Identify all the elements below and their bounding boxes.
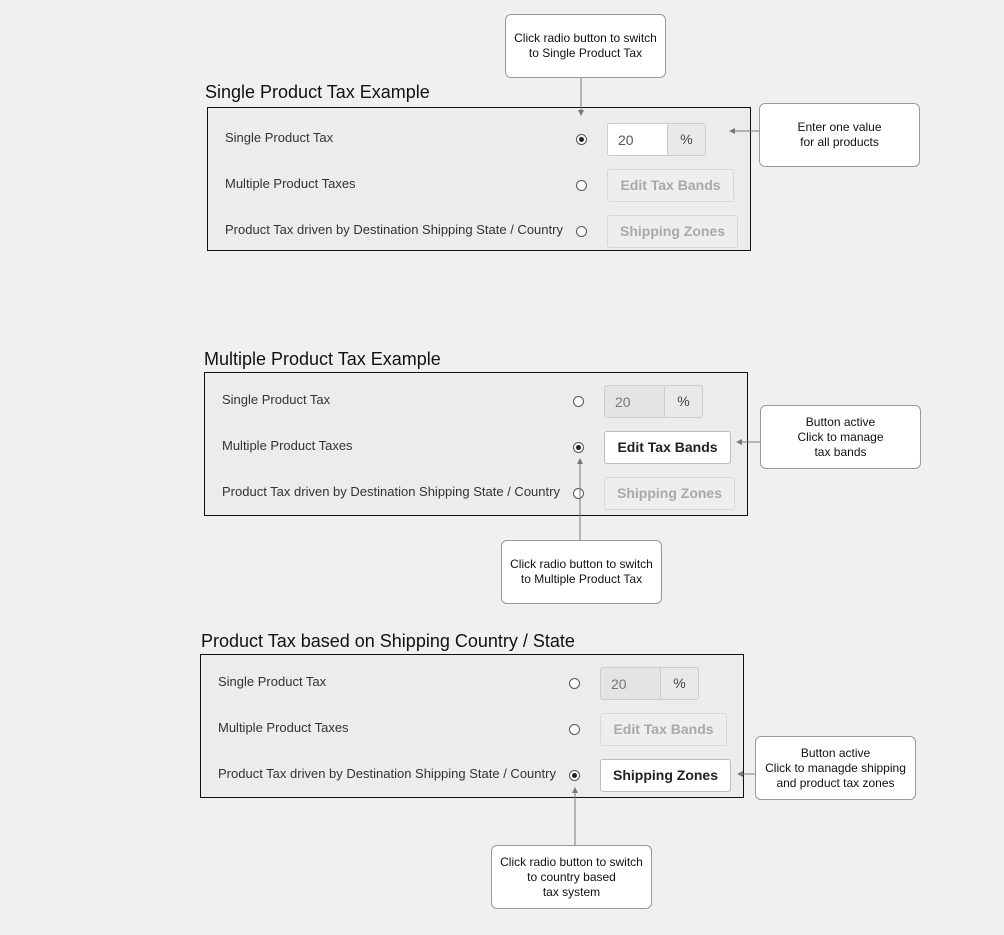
tax-percent-input[interactable] xyxy=(607,123,668,156)
multiple-tax-radio[interactable] xyxy=(576,180,587,191)
multiple-tax-radio[interactable] xyxy=(573,442,584,453)
destination-tax-label: Product Tax driven by Destination Shipping State / Country xyxy=(222,484,560,499)
shipping-zones-button[interactable]: Shipping Zones xyxy=(604,477,735,510)
callout-multiple-radio: Click radio button to switch to Multiple Product Tax xyxy=(501,540,662,604)
callout-shipping-zones-active: Button active Click to managde shipping and product tax zones xyxy=(755,736,916,800)
multiple-tax-row xyxy=(205,428,747,474)
destination-tax-radio[interactable] xyxy=(569,770,580,781)
destination-tax-row xyxy=(208,212,750,258)
single-tax-radio[interactable] xyxy=(573,396,584,407)
destination-tax-row xyxy=(201,756,743,802)
percent-addon: % xyxy=(664,385,703,418)
destination-tax-label: Product Tax driven by Destination Shipping State / Country xyxy=(218,766,556,781)
single-tax-row xyxy=(208,120,750,166)
multiple-tax-label: Multiple Product Taxes xyxy=(218,720,349,735)
example-heading: Product Tax based on Shipping Country / State xyxy=(201,631,575,651)
single-tax-radio[interactable] xyxy=(569,678,580,689)
edit-tax-bands-button[interactable]: Edit Tax Bands xyxy=(607,169,734,202)
multiple-tax-row xyxy=(208,166,750,212)
multiple-tax-radio[interactable] xyxy=(569,724,580,735)
edit-tax-bands-button[interactable]: Edit Tax Bands xyxy=(600,713,727,746)
callout-destination-radio: Click radio button to switch to country based tax system xyxy=(491,845,652,909)
tax-percent-group xyxy=(607,123,707,156)
tax-percent-group xyxy=(600,667,700,700)
tax-percent-input[interactable] xyxy=(600,667,661,700)
single-tax-row xyxy=(205,382,747,428)
edit-tax-bands-button[interactable]: Edit Tax Bands xyxy=(604,431,731,464)
callout-single-radio: Click radio button to switch to Single Product Tax xyxy=(505,14,666,78)
destination-tax-radio[interactable] xyxy=(573,488,584,499)
tax-percent-input[interactable] xyxy=(604,385,665,418)
percent-addon: % xyxy=(667,123,706,156)
shipping-zones-button[interactable]: Shipping Zones xyxy=(607,215,738,248)
single-tax-label: Single Product Tax xyxy=(222,392,331,407)
tax-settings-panel xyxy=(207,107,751,251)
single-tax-label: Single Product Tax xyxy=(225,130,334,145)
callout-tax-bands-active: Button active Click to manage tax bands xyxy=(760,405,921,469)
destination-tax-row xyxy=(205,474,747,520)
single-tax-radio[interactable] xyxy=(576,134,587,145)
tax-percent-group xyxy=(604,385,704,418)
callout-enter-value: Enter one value for all products xyxy=(759,103,920,167)
percent-addon: % xyxy=(660,667,699,700)
single-tax-row xyxy=(201,664,743,710)
tax-settings-panel xyxy=(204,372,748,516)
single-tax-label: Single Product Tax xyxy=(218,674,327,689)
multiple-tax-label: Multiple Product Taxes xyxy=(225,176,356,191)
destination-tax-radio[interactable] xyxy=(576,226,587,237)
multiple-tax-row xyxy=(201,710,743,756)
multiple-tax-label: Multiple Product Taxes xyxy=(222,438,353,453)
tax-settings-panel xyxy=(200,654,744,798)
example-heading: Single Product Tax Example xyxy=(205,82,430,102)
shipping-zones-button[interactable]: Shipping Zones xyxy=(600,759,731,792)
destination-tax-label: Product Tax driven by Destination Shipping State / Country xyxy=(225,222,563,237)
example-heading: Multiple Product Tax Example xyxy=(204,349,441,369)
